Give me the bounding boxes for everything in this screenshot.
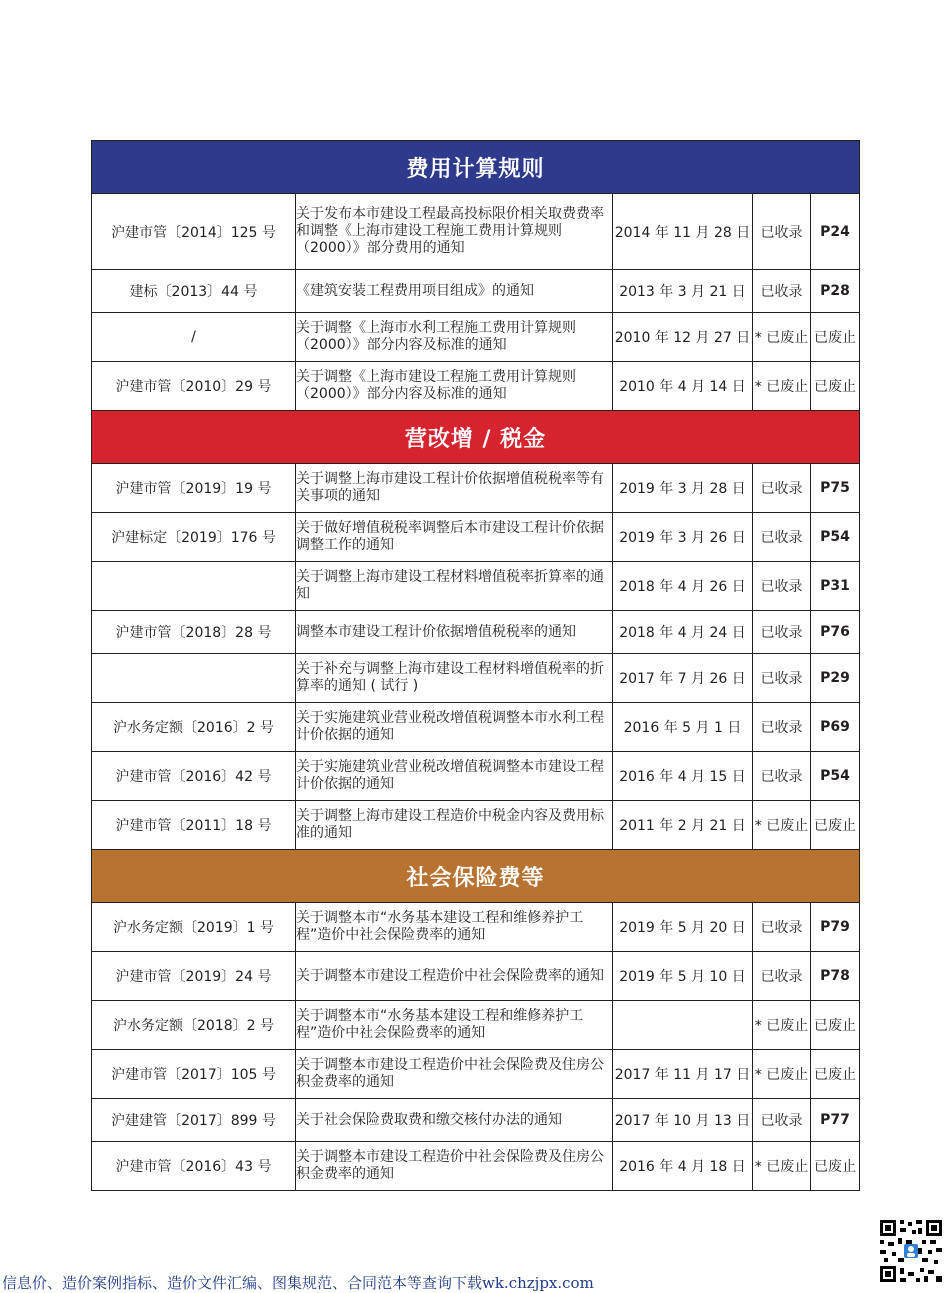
doc-page: 已废止	[811, 801, 860, 850]
doc-status: 已收录	[753, 1099, 811, 1142]
doc-number: 沪建市管〔2016〕42 号	[92, 752, 296, 801]
section-title: 营改增 / 税金	[92, 411, 860, 464]
doc-title: 《建筑安装工程费用项目组成》的通知	[296, 270, 613, 313]
doc-date: 2013 年 3 月 21 日	[613, 270, 753, 313]
doc-page: 已废止	[811, 313, 860, 362]
table-row	[92, 313, 860, 362]
footer-text[interactable]: 信息价、造价案例指标、造价文件汇编、图集规范、合同范本等查询下载wk.chzjpx.com	[2, 1274, 594, 1292]
doc-title: 关于调整《上海市水利工程施工费用计算规则（2000）》部分内容及标准的通知	[296, 313, 613, 362]
doc-date: 2014 年 11 月 28 日	[613, 194, 753, 270]
doc-number	[92, 562, 296, 611]
doc-title: 关于补充与调整上海市建设工程材料增值税率的折算率的通知 ( 试行 )	[296, 654, 613, 703]
doc-number	[92, 654, 296, 703]
doc-title: 关于调整本市建设工程造价中社会保险费及住房公积金费率的通知	[296, 1050, 613, 1099]
doc-status: 已收录	[753, 611, 811, 654]
doc-number: 沪水务定额〔2019〕1 号	[92, 903, 296, 952]
doc-page: P29	[811, 654, 860, 703]
doc-title: 关于社会保险费取费和缴交核付办法的通知	[296, 1099, 613, 1142]
doc-number: 沪建建管〔2017〕899 号	[92, 1099, 296, 1142]
doc-page: 已废止	[811, 362, 860, 411]
doc-status: 已收录	[753, 194, 811, 270]
doc-date: 2018 年 4 月 26 日	[613, 562, 753, 611]
table-row	[92, 752, 860, 801]
doc-page: P78	[811, 952, 860, 1001]
doc-status: * 已废止	[753, 1142, 811, 1191]
doc-number: 沪建市管〔2011〕18 号	[92, 801, 296, 850]
table-row	[92, 611, 860, 654]
doc-status: 已收录	[753, 464, 811, 513]
doc-page: 已废止	[811, 1142, 860, 1191]
doc-status: * 已废止	[753, 801, 811, 850]
section-header-row	[92, 411, 860, 464]
regulations-table	[91, 140, 860, 1191]
doc-title: 关于调整上海市建设工程造价中税金内容及费用标准的通知	[296, 801, 613, 850]
table-row	[92, 1050, 860, 1099]
table-row	[92, 1001, 860, 1050]
doc-date: 2011 年 2 月 21 日	[613, 801, 753, 850]
table-row	[92, 562, 860, 611]
doc-date: 2017 年 11 月 17 日	[613, 1050, 753, 1099]
section-title: 社会保险费等	[92, 850, 860, 903]
doc-date: 2016 年 4 月 15 日	[613, 752, 753, 801]
doc-number: 沪水务定额〔2016〕2 号	[92, 703, 296, 752]
doc-date: 2010 年 12 月 27 日	[613, 313, 753, 362]
section-header-row	[92, 850, 860, 903]
doc-number: 沪建市管〔2019〕24 号	[92, 952, 296, 1001]
doc-number: 沪建标定〔2019〕176 号	[92, 513, 296, 562]
doc-status: 已收录	[753, 703, 811, 752]
doc-status: * 已废止	[753, 1001, 811, 1050]
doc-title: 调整本市建设工程计价依据增值税税率的通知	[296, 611, 613, 654]
doc-date: 2017 年 7 月 26 日	[613, 654, 753, 703]
doc-number: 沪建市管〔2019〕19 号	[92, 464, 296, 513]
doc-status: 已收录	[753, 270, 811, 313]
doc-status: 已收录	[753, 654, 811, 703]
doc-page: P75	[811, 464, 860, 513]
doc-status: * 已废止	[753, 1050, 811, 1099]
doc-number: 沪建市管〔2010〕29 号	[92, 362, 296, 411]
section-title: 费用计算规则	[92, 141, 860, 194]
doc-page: P79	[811, 903, 860, 952]
doc-number: /	[92, 313, 296, 362]
doc-date: 2010 年 4 月 14 日	[613, 362, 753, 411]
doc-date: 2019 年 3 月 28 日	[613, 464, 753, 513]
table-row	[92, 703, 860, 752]
doc-page: P69	[811, 703, 860, 752]
doc-title: 关于调整《上海市建设工程施工费用计算规则（2000）》部分内容及标准的通知	[296, 362, 613, 411]
doc-date: 2016 年 4 月 18 日	[613, 1142, 753, 1191]
qr-code-icon	[878, 1218, 944, 1284]
doc-title: 关于实施建筑业营业税改增值税调整本市水利工程计价依据的通知	[296, 703, 613, 752]
doc-date: 2018 年 4 月 24 日	[613, 611, 753, 654]
doc-date: 2019 年 3 月 26 日	[613, 513, 753, 562]
doc-number: 沪水务定额〔2018〕2 号	[92, 1001, 296, 1050]
doc-title: 关于调整本市建设工程造价中社会保险费率的通知	[296, 952, 613, 1001]
table-row	[92, 654, 860, 703]
doc-status: 已收录	[753, 513, 811, 562]
doc-page: P77	[811, 1099, 860, 1142]
table-row	[92, 194, 860, 270]
doc-title: 关于发布本市建设工程最高投标限价相关取费费率和调整《上海市建设工程施工费用计算规则（2000）》部分费用的通知	[296, 194, 613, 270]
table-row	[92, 464, 860, 513]
doc-status: 已收录	[753, 903, 811, 952]
doc-date	[613, 1001, 753, 1050]
doc-status: * 已废止	[753, 362, 811, 411]
doc-status: * 已废止	[753, 313, 811, 362]
doc-status: 已收录	[753, 952, 811, 1001]
doc-title: 关于调整本市建设工程造价中社会保险费及住房公积金费率的通知	[296, 1142, 613, 1191]
table-row	[92, 801, 860, 850]
doc-page: 已废止	[811, 1001, 860, 1050]
doc-date: 2019 年 5 月 20 日	[613, 903, 753, 952]
doc-title: 关于调整本市“水务基本建设工程和维修养护工程”造价中社会保险费率的通知	[296, 903, 613, 952]
doc-page: P76	[811, 611, 860, 654]
table-row	[92, 270, 860, 313]
table-row	[92, 513, 860, 562]
doc-date: 2016 年 5 月 1 日	[613, 703, 753, 752]
table-row	[92, 1142, 860, 1191]
doc-title: 关于调整上海市建设工程计价依据增值税税率等有关事项的通知	[296, 464, 613, 513]
doc-page: P54	[811, 752, 860, 801]
doc-status: 已收录	[753, 752, 811, 801]
doc-page: 已废止	[811, 1050, 860, 1099]
doc-number: 建标〔2013〕44 号	[92, 270, 296, 313]
table-row	[92, 362, 860, 411]
table-row	[92, 952, 860, 1001]
doc-title: 关于调整本市“水务基本建设工程和维修养护工程”造价中社会保险费率的通知	[296, 1001, 613, 1050]
doc-page: P54	[811, 513, 860, 562]
doc-page: P31	[811, 562, 860, 611]
doc-title: 关于实施建筑业营业税改增值税调整本市建设工程计价依据的通知	[296, 752, 613, 801]
doc-page: P24	[811, 194, 860, 270]
doc-number: 沪建市管〔2016〕43 号	[92, 1142, 296, 1191]
doc-title: 关于做好增值税税率调整后本市建设工程计价依据调整工作的通知	[296, 513, 613, 562]
section-header-row	[92, 141, 860, 194]
doc-number: 沪建市管〔2018〕28 号	[92, 611, 296, 654]
doc-title: 关于调整上海市建设工程材料增值税率折算率的通知	[296, 562, 613, 611]
table-row	[92, 1099, 860, 1142]
table-row	[92, 903, 860, 952]
doc-number: 沪建市管〔2014〕125 号	[92, 194, 296, 270]
doc-date: 2019 年 5 月 10 日	[613, 952, 753, 1001]
doc-date: 2017 年 10 月 13 日	[613, 1099, 753, 1142]
doc-number: 沪建市管〔2017〕105 号	[92, 1050, 296, 1099]
doc-status: 已收录	[753, 562, 811, 611]
doc-page: P28	[811, 270, 860, 313]
